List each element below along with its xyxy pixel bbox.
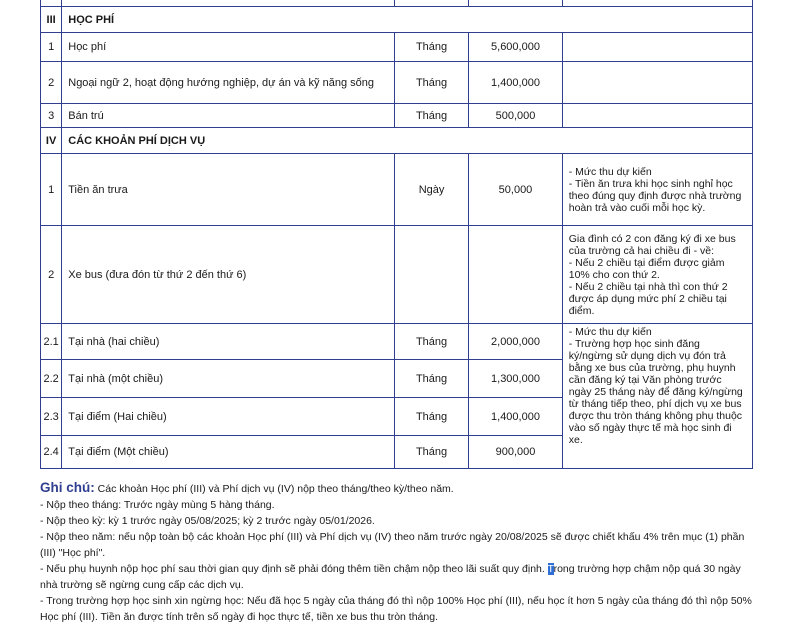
section-number: IV [41, 128, 62, 154]
fee-name: Tại điểm (Hai chiều) [62, 398, 395, 436]
fee-unit [394, 226, 468, 324]
table-row [41, 226, 753, 324]
fee-unit: Tháng [394, 62, 468, 104]
fee-amount: 1,300,000 [469, 360, 563, 398]
section-number: III [41, 7, 62, 33]
section-row-iv [41, 128, 753, 154]
fee-name: Tại điểm (Một chiều) [62, 436, 395, 469]
fee-amount [469, 226, 563, 324]
row-number: 2.3 [41, 398, 62, 436]
note-line: - Nộp theo kỳ: kỳ 1 trước ngày 05/08/2025; kỳ 2 trước ngày 05/01/2026. [40, 515, 375, 527]
row-number: 2 [41, 62, 62, 104]
fee-amount: 900,000 [469, 436, 563, 469]
note-line: - Mức thu dự kiến [568, 165, 652, 178]
notes-title: Ghi chú: [40, 480, 95, 495]
fee-name: Xe bus (đưa đón từ thứ 2 đến thứ 6) [62, 226, 395, 324]
fee-amount: 500,000 [469, 104, 563, 128]
fee-unit: Tháng [394, 324, 468, 360]
table-row [41, 62, 753, 104]
row-number: 3 [41, 104, 62, 128]
notes-intro: Các khoản Học phí (III) và Phí dịch vụ (IV) nộp theo tháng/theo kỳ/theo năm. [94, 483, 454, 495]
bus-detail-note [562, 324, 752, 469]
notes-section [40, 480, 756, 625]
note-line: - Trường hợp học sinh đăng ký/ngừng sử dụng dịch vụ đón trả bằng xe bus của trường, phụ huynh cần đăng ký tại Văn phòng trước ngày 25 tháng này để đăng ký/ngừng từ tháng tiếp theo, phí dịch vụ xe bus được thu tròn tháng không phụ thuộc vào số ngày thực tế mà học sinh đi xe. [568, 338, 743, 446]
late-text-before: - Nếu phụ huynh nộp học phí sau thời gian quy định sẽ phải đóng thêm tiền chậm nộp theo lãi suất quy định. [40, 563, 548, 575]
table-row [41, 154, 753, 226]
note-line: - Trong trường hợp học sinh xin ngừng học: Nếu đã học 5 ngày của tháng đó thì nộp 100% Học phí (III), nếu học ít hơn 5 ngày của tháng đó thì nộp 50% Học phí (III). Tiền ăn được tính trên số ngày đi học thực tế, tiền xe bus thu tròn tháng. [40, 595, 752, 623]
fee-amount: 2,000,000 [469, 324, 563, 360]
fee-unit: Tháng [394, 360, 468, 398]
fee-name: Tại nhà (hai chiều) [62, 324, 395, 360]
fee-name: Tại nhà (một chiều) [62, 360, 395, 398]
section-title: CÁC KHOẢN PHÍ DỊCH VỤ [62, 128, 753, 154]
section-row-iii [41, 7, 753, 33]
fee-unit: Ngày [394, 154, 468, 226]
note-line: - Mức thu dự kiến [568, 326, 652, 338]
fee-unit: Tháng [394, 104, 468, 128]
row-number: 2.1 [41, 324, 62, 360]
fee-amount: 5,600,000 [469, 33, 563, 62]
table-row [41, 104, 753, 128]
row-number: 1 [41, 154, 62, 226]
late-text-after: rong trường hợp chậm nộp quá 30 ngày nhà trường sẽ ngừng cung cấp các dịch vụ. [40, 563, 741, 591]
note-line: - Nếu 2 chiều tại điểm được giảm 10% cho con thứ 2. [568, 256, 725, 281]
fee-name: Tiền ăn trưa [62, 154, 395, 226]
note-line: - Nếu 2 chiều tại nhà thì con thứ 2 được áp dụng mức phí 2 chiều tại điểm. [568, 280, 728, 317]
row-number: 2 [41, 226, 62, 324]
table-row [41, 33, 753, 62]
note-line: - Tiền ăn trưa khi học sinh nghỉ học theo đúng quy định được nhà trường hoàn trả vào cuối mỗi học kỳ. [568, 177, 742, 214]
fee-unit: Tháng [394, 398, 468, 436]
fee-amount: 1,400,000 [469, 62, 563, 104]
notes-intro-line [40, 480, 756, 497]
note-line: - Nộp theo tháng: Trước ngày mùng 5 hàng tháng. [40, 499, 275, 511]
table-row [41, 324, 753, 360]
text-selection[interactable]: T [547, 563, 554, 575]
row-number: 2.4 [41, 436, 62, 469]
row-number: 1 [41, 33, 62, 62]
late-payment-note [40, 561, 756, 593]
fee-name: Bán trú [62, 104, 395, 128]
note-line: Gia đình có 2 con đăng ký đi xe bus của trường cả hai chiều đi - về: [568, 232, 736, 257]
fee-amount: 50,000 [469, 154, 563, 226]
fee-amount: 1,400,000 [469, 398, 563, 436]
fee-name: Ngoại ngữ 2, hoạt động hướng nghiệp, dự án và kỹ năng sống [62, 62, 395, 104]
note-line: - Nộp theo năm: nếu nộp toàn bộ các khoản Học phí (III) và Phí dịch vụ (IV) theo năm trước ngày 20/08/2025 sẽ được chiết khấu 4% trên mục (1) phần (III) "Học phí". [40, 531, 745, 559]
lunch-note [562, 154, 752, 226]
fee-table [40, 0, 753, 469]
fee-name: Học phí [62, 33, 395, 62]
row-number: 2.2 [41, 360, 62, 398]
section-title: HỌC PHÍ [62, 7, 753, 33]
fee-unit: Tháng [394, 33, 468, 62]
fee-unit: Tháng [394, 436, 468, 469]
bus-note [562, 226, 752, 324]
